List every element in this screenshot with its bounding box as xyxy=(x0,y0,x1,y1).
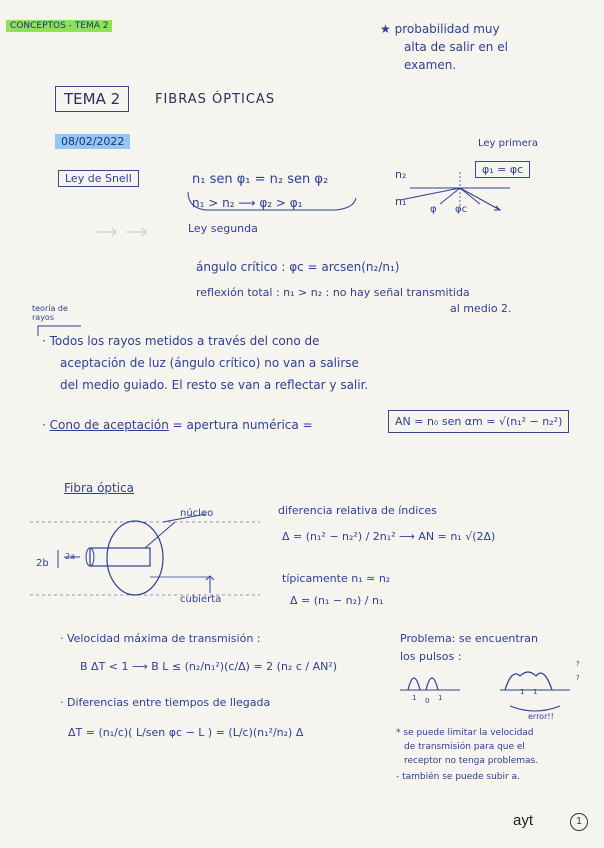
header-tag xyxy=(6,13,112,32)
n1-label: n₁ xyxy=(395,195,407,208)
n2-label: n₂ xyxy=(395,168,407,181)
diferencia-label: diferencia relativa de índices xyxy=(278,504,437,517)
velocidad-title: · Velocidad máxima de transmisión : xyxy=(60,632,261,645)
pulse-bit-5: 1 xyxy=(533,688,538,696)
pulse-q-2: ? xyxy=(576,674,580,682)
note-line-3: examen. xyxy=(404,58,457,72)
reflexion-cont: al medio 2. xyxy=(450,302,512,315)
date-text: 08/02/2022 xyxy=(55,134,130,149)
teoria-label-1: teoría de xyxy=(32,304,68,313)
snell-bracket xyxy=(186,188,366,218)
header-tag-text: CONCEPTOS - TEMA 2 xyxy=(6,20,112,32)
pulse-bit-4: 1 xyxy=(520,688,525,696)
problema-note-1: * se puede limitar la velocidad xyxy=(396,728,534,738)
teoria-label-2: rayos xyxy=(32,313,54,322)
tipicamente: típicamente n₁ ≃ n₂ xyxy=(282,572,391,585)
phi-label: φ xyxy=(430,204,437,215)
reflexion-total: reflexión total : n₁ > n₂ : no hay señal transmitida xyxy=(196,286,470,299)
page-number: 1 xyxy=(570,813,588,831)
nucleo-label: núcleo xyxy=(180,508,214,519)
cubierta-label: cubierta xyxy=(180,594,222,605)
pulse-bit-3: 1 xyxy=(438,694,443,702)
diferencias-eq: ΔT = (n₁/c)( L/sen φc − L ) = (L/c)(n₁²/n₂) Δ xyxy=(68,726,304,739)
angulo-critico: ángulo crítico : φc = arcsen(n₂/n₁) xyxy=(196,260,400,274)
a-label: 2a xyxy=(65,552,75,561)
problema-title: Problema: se encuentran xyxy=(400,632,538,645)
tema-box: TEMA 2 xyxy=(55,86,129,112)
pulse-q-1: ? xyxy=(576,660,580,668)
snell-eq1: n₁ sen φ₁ = n₂ sen φ₂ xyxy=(192,172,329,187)
velocidad-eq: B ΔT < 1 ⟶ B L ≤ (n₂/n₁²)(c/Δ) = 2 (n₂ c / AN²) xyxy=(80,660,338,673)
cono-text: = apertura numérica = xyxy=(172,418,313,432)
pulses-diagram xyxy=(400,662,590,722)
diferencias-title: · Diferencias entre tiempos de llegada xyxy=(60,696,271,709)
phic-box: φ₁ = φc xyxy=(475,161,530,178)
pulse-bit-1: 1 xyxy=(412,694,417,702)
b-label: 2b xyxy=(36,558,49,569)
delta-eq: Δ = (n₁² − n₂²) / 2n₁² ⟶ AN = n₁ √(2Δ) xyxy=(282,530,496,543)
phic-label: φc xyxy=(455,204,468,215)
note-line-2: alta de salir en el xyxy=(404,40,508,54)
snell-eq2: n₁ > n₂ ⟶ φ₂ > φ₁ xyxy=(192,196,303,210)
ley-segunda: Ley segunda xyxy=(188,222,258,235)
cono-bullet: · Cono de aceptación = apertura numérica = xyxy=(42,418,313,432)
fibra-title: Fibra óptica xyxy=(64,481,135,495)
bullet1-line1: · Todos los rayos metidos a través del cono de xyxy=(42,334,320,348)
snell-label: Ley de Snell xyxy=(58,170,139,187)
problema-note-2: de transmisión para que el xyxy=(404,742,525,752)
cono-label: Cono de aceptación xyxy=(49,418,169,432)
brand-text: ayt xyxy=(513,812,534,829)
note-line-1: ★ probabilidad muy xyxy=(380,22,500,36)
error-label: error!! xyxy=(528,712,554,721)
problema-note-4: - también se puede subir a. xyxy=(396,772,520,782)
problema-note-3: receptor no tenga problemas. xyxy=(404,756,539,766)
date-tag xyxy=(55,130,130,149)
an-box: AN = n₀ sen αm = √(n₁² − n₂²) xyxy=(388,410,569,433)
delta-eq2: Δ = (n₁ − n₂) / n₁ xyxy=(290,594,384,607)
faint-arrows xyxy=(96,225,176,239)
problema-cont: los pulsos : xyxy=(400,650,462,663)
ley-primera: Ley primera xyxy=(478,138,539,149)
pulse-bit-2: 0 xyxy=(425,697,430,705)
bullet1-line3: del medio guiado. El resto se van a reflectar y salir. xyxy=(60,378,369,392)
bullet1-line2: aceptación de luz (ángulo crítico) no van a salirse xyxy=(60,356,359,370)
tema-title: FIBRAS ÓPTICAS xyxy=(155,92,276,107)
